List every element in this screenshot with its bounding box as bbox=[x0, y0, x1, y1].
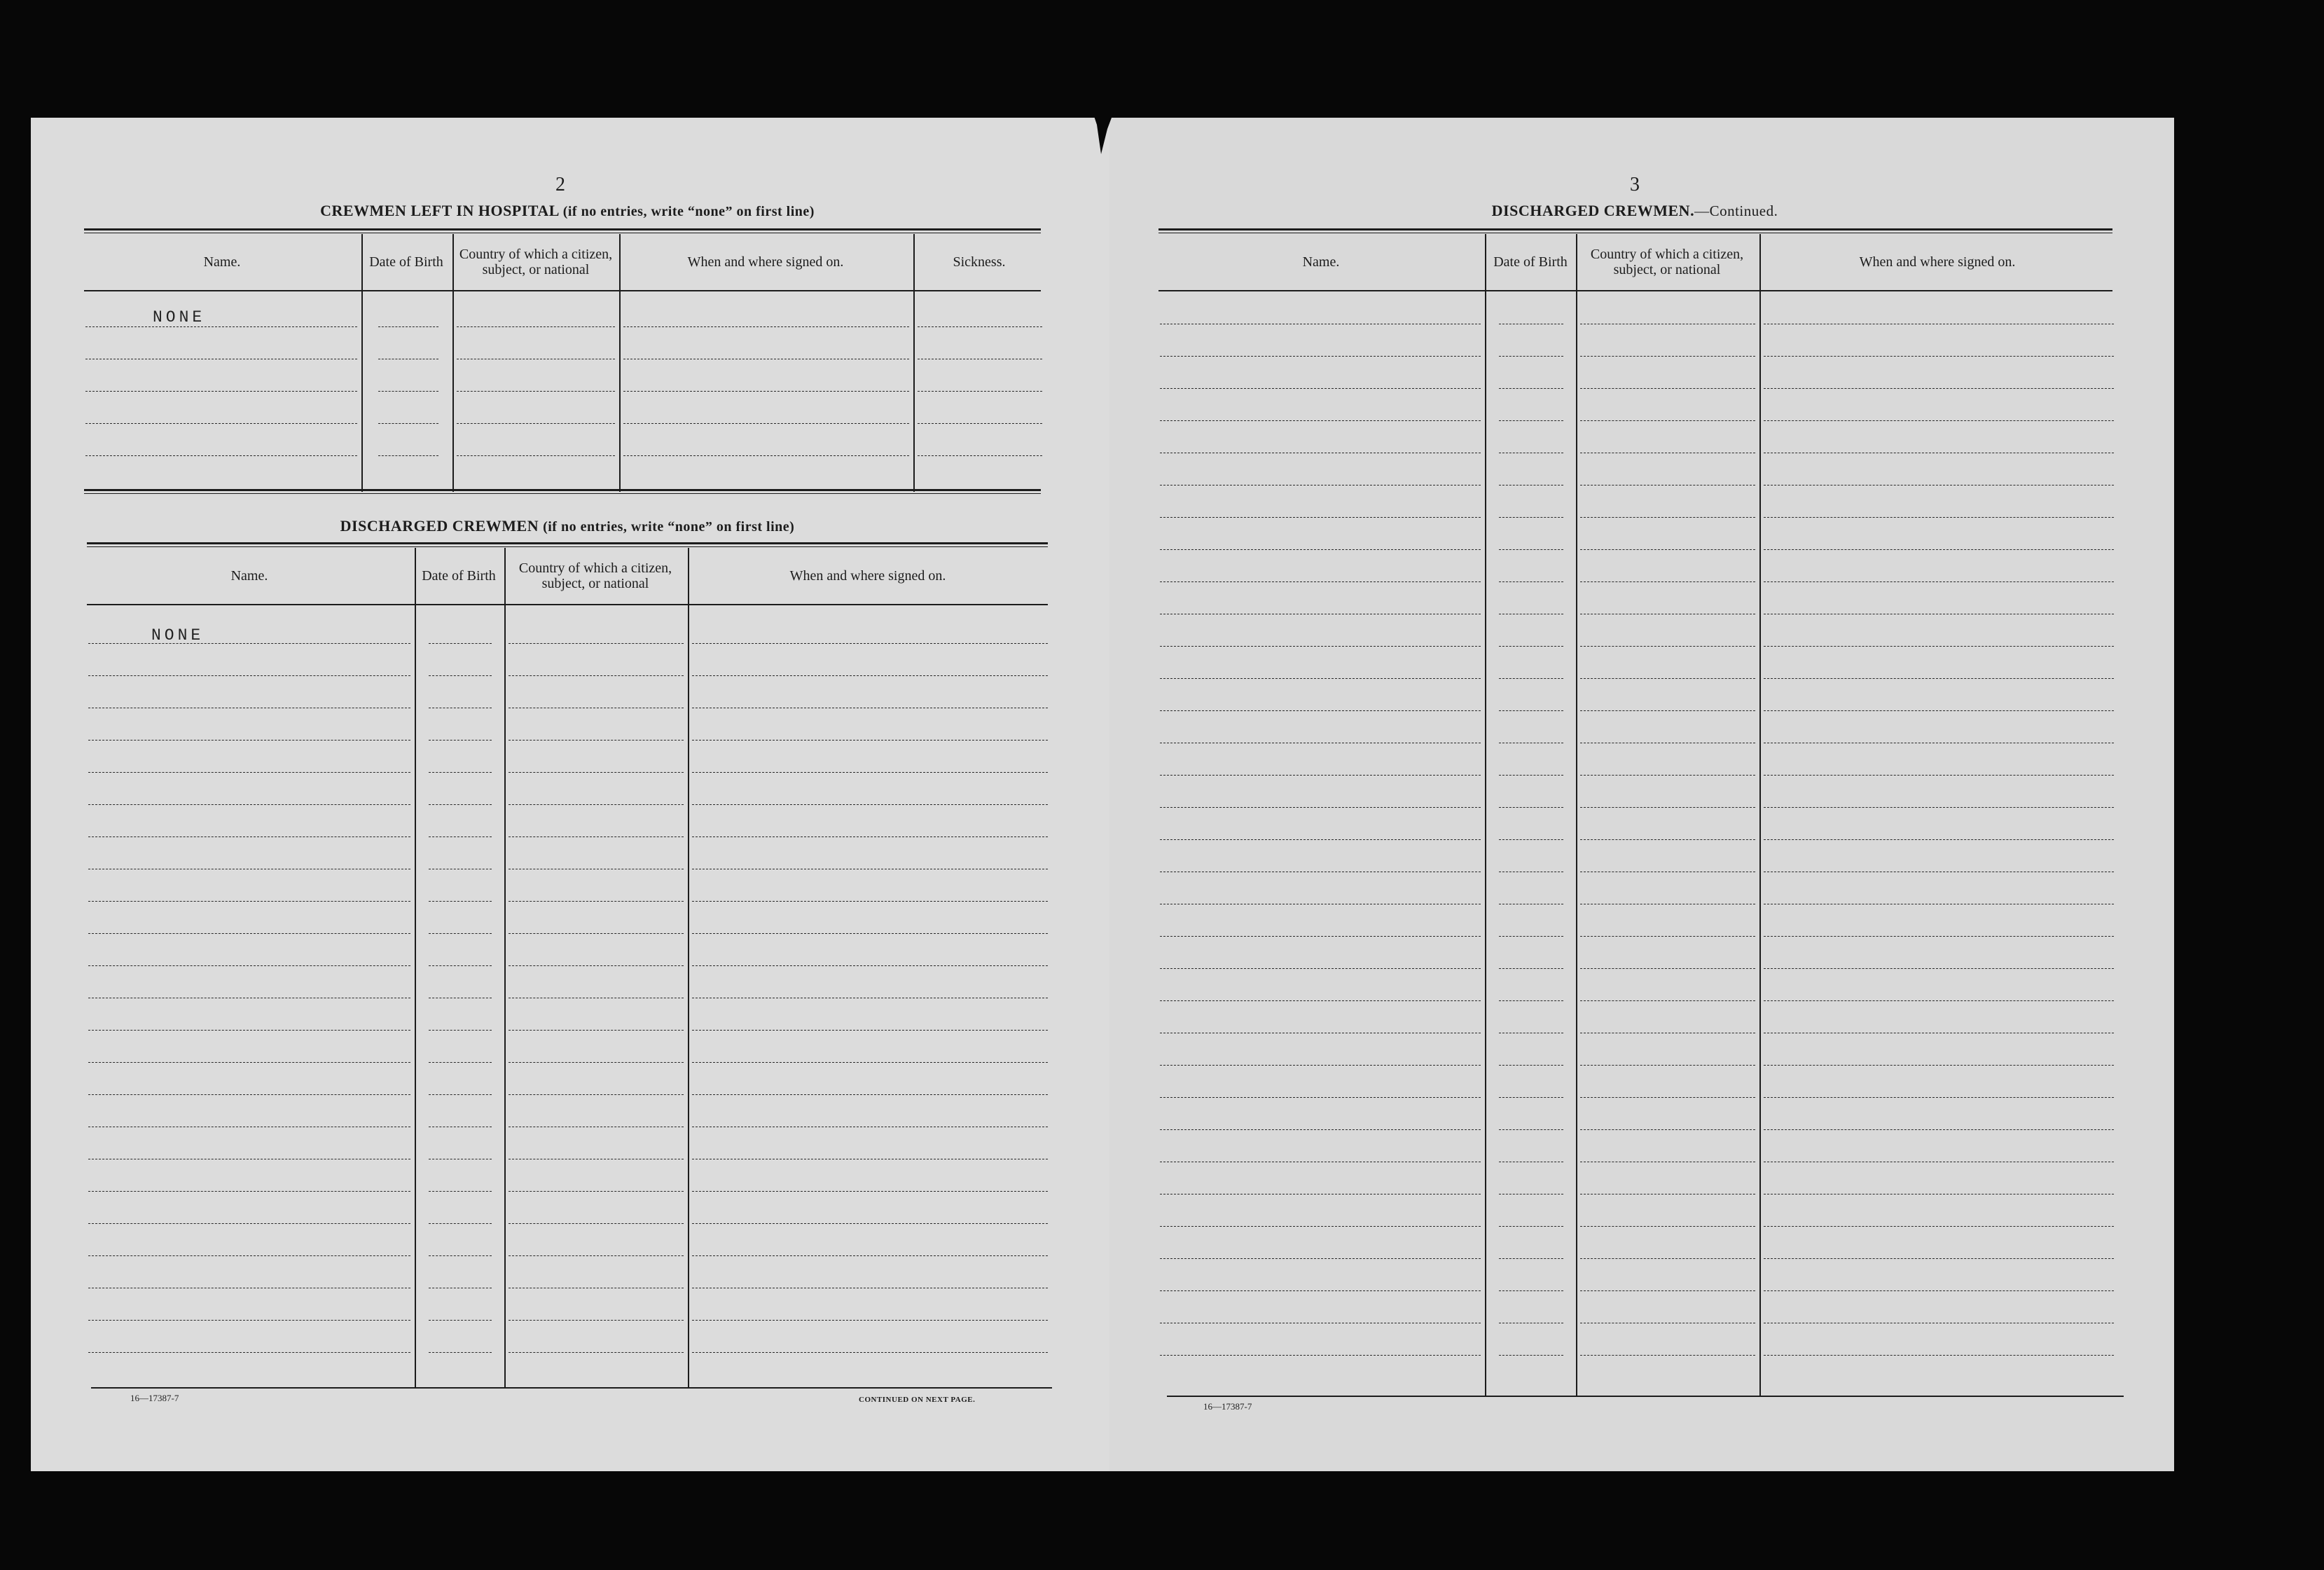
ruled-line bbox=[1499, 420, 1563, 421]
ruled-line bbox=[1160, 678, 1481, 679]
hospital-top-rule bbox=[84, 228, 1041, 233]
right-bottom-rule bbox=[1167, 1396, 2124, 1397]
ruled-line bbox=[429, 1191, 492, 1192]
ruled-line bbox=[1499, 356, 1563, 357]
ruled-line bbox=[1499, 1290, 1563, 1291]
hospital-bottom-rule bbox=[84, 489, 1041, 494]
page-number-left: 2 bbox=[555, 174, 565, 195]
hospital-vline-2 bbox=[452, 234, 454, 492]
ruled-line bbox=[1580, 1290, 1755, 1291]
ruled-line bbox=[457, 455, 615, 456]
ruled-line bbox=[1764, 839, 2114, 840]
ruled-line bbox=[88, 1030, 410, 1031]
ruled-line bbox=[1764, 356, 2114, 357]
ruled-line bbox=[429, 1255, 492, 1256]
ruled-line bbox=[1580, 388, 1755, 389]
ruled-line bbox=[1499, 388, 1563, 389]
ruled-line bbox=[692, 1191, 1048, 1192]
ruled-line bbox=[1160, 1355, 1481, 1356]
ruled-line bbox=[88, 1223, 410, 1224]
ruled-line bbox=[1580, 775, 1755, 776]
ruled-line bbox=[1764, 710, 2114, 711]
hospital-header-rule bbox=[84, 290, 1041, 291]
ruled-line bbox=[1499, 1097, 1563, 1098]
hospital-section-title: CREWMEN LEFT IN HOSPITAL (if no entries, write “none” on first line) bbox=[320, 202, 815, 219]
ruled-line bbox=[88, 836, 410, 837]
ruled-line bbox=[1580, 485, 1755, 486]
ruled-line bbox=[1499, 581, 1563, 582]
ruled-line bbox=[1499, 549, 1563, 550]
form-code-right: 16—17387-7 bbox=[1203, 1401, 1252, 1412]
ruled-line bbox=[1580, 936, 1755, 937]
ruled-line bbox=[692, 1223, 1048, 1224]
ruled-line bbox=[509, 675, 684, 676]
ruled-line bbox=[1580, 839, 1755, 840]
ruled-line bbox=[1160, 581, 1481, 582]
ruled-line bbox=[1580, 1097, 1755, 1098]
ruled-line bbox=[918, 326, 1042, 327]
ruled-line bbox=[378, 391, 438, 392]
ruled-line bbox=[1764, 1355, 2114, 1356]
ruled-line bbox=[85, 455, 357, 456]
ruled-line bbox=[1580, 678, 1755, 679]
continued-note: CONTINUED ON NEXT PAGE. bbox=[859, 1396, 976, 1404]
ruled-line bbox=[1160, 646, 1481, 647]
ruled-line bbox=[88, 965, 410, 966]
ruled-line bbox=[509, 1191, 684, 1192]
ruled-line bbox=[1580, 1065, 1755, 1066]
hospital-first-entry: NONE bbox=[153, 308, 206, 326]
discharged-first-entry: NONE bbox=[151, 626, 205, 645]
ruled-line bbox=[509, 901, 684, 902]
ruled-line bbox=[692, 1320, 1048, 1321]
ruled-line bbox=[429, 836, 492, 837]
ruled-line bbox=[1499, 775, 1563, 776]
ruled-line bbox=[1764, 1129, 2114, 1130]
ruled-line bbox=[1580, 517, 1755, 518]
discharged-col-country: Country of which a citizen, subject, or national bbox=[518, 560, 672, 591]
ruled-line bbox=[88, 1062, 410, 1063]
ruled-line bbox=[1160, 517, 1481, 518]
ruled-line bbox=[429, 901, 492, 902]
ruled-line bbox=[1764, 1065, 2114, 1066]
right-col-dob: Date of Birth bbox=[1493, 254, 1568, 270]
ruled-line bbox=[1764, 1258, 2114, 1259]
ruled-line bbox=[918, 423, 1042, 424]
ruled-line bbox=[88, 804, 410, 805]
ruled-line bbox=[1580, 1355, 1755, 1356]
ruled-line bbox=[1499, 1258, 1563, 1259]
ruled-line bbox=[623, 455, 909, 456]
ruled-line bbox=[1160, 807, 1481, 808]
ruled-line bbox=[1499, 710, 1563, 711]
ruled-line bbox=[85, 326, 357, 327]
hospital-col-signed-on: When and where signed on. bbox=[687, 254, 844, 270]
ruled-line bbox=[1499, 646, 1563, 647]
ruled-line bbox=[918, 391, 1042, 392]
ruled-line bbox=[692, 1094, 1048, 1095]
ruled-line bbox=[1580, 807, 1755, 808]
ruled-line bbox=[429, 1223, 492, 1224]
discharged-vline-1 bbox=[415, 548, 416, 1387]
ruled-line bbox=[429, 1062, 492, 1063]
ruled-line bbox=[429, 675, 492, 676]
ruled-line bbox=[692, 965, 1048, 966]
ruled-line bbox=[378, 423, 438, 424]
ruled-line bbox=[1160, 549, 1481, 550]
ruled-line bbox=[457, 326, 615, 327]
ruled-line bbox=[429, 1352, 492, 1353]
ruled-line bbox=[1580, 581, 1755, 582]
right-vline-1 bbox=[1485, 234, 1486, 1397]
right-vline-3 bbox=[1759, 234, 1761, 1397]
ruled-line bbox=[429, 933, 492, 934]
hospital-col-sickness: Sickness. bbox=[953, 254, 1006, 270]
ruled-line bbox=[1499, 807, 1563, 808]
ruled-line bbox=[1764, 775, 2114, 776]
ruled-line bbox=[1580, 710, 1755, 711]
ruled-line bbox=[1499, 485, 1563, 486]
right-vline-2 bbox=[1576, 234, 1577, 1397]
ruled-line bbox=[1580, 968, 1755, 969]
ruled-line bbox=[509, 772, 684, 773]
ruled-line bbox=[918, 455, 1042, 456]
ruled-line bbox=[1499, 839, 1563, 840]
ruled-line bbox=[692, 901, 1048, 902]
ruled-line bbox=[692, 804, 1048, 805]
ruled-line bbox=[692, 933, 1048, 934]
ruled-line bbox=[1764, 420, 2114, 421]
ruled-line bbox=[1160, 1290, 1481, 1291]
ruled-line bbox=[1160, 710, 1481, 711]
ruled-line bbox=[1160, 1097, 1481, 1098]
ruled-line bbox=[1580, 646, 1755, 647]
ruled-line bbox=[429, 804, 492, 805]
ruled-line bbox=[623, 326, 909, 327]
ruled-line bbox=[88, 901, 410, 902]
ruled-line bbox=[1499, 1129, 1563, 1130]
ruled-line bbox=[1764, 807, 2114, 808]
ruled-line bbox=[1764, 388, 2114, 389]
ruled-line bbox=[1499, 936, 1563, 937]
discharged-col-name: Name. bbox=[230, 568, 268, 584]
ruled-line bbox=[509, 1062, 684, 1063]
ruled-line bbox=[85, 423, 357, 424]
ruled-line bbox=[1764, 517, 2114, 518]
ruled-line bbox=[1580, 420, 1755, 421]
ruled-line bbox=[88, 1320, 410, 1321]
right-top-rule bbox=[1158, 228, 2112, 233]
ruled-line bbox=[1160, 839, 1481, 840]
ruled-line bbox=[457, 391, 615, 392]
ruled-line bbox=[1764, 1000, 2114, 1001]
ruled-line bbox=[1160, 485, 1481, 486]
ruled-line bbox=[692, 772, 1048, 773]
hospital-col-name: Name. bbox=[203, 254, 241, 270]
ruled-line bbox=[1499, 1355, 1563, 1356]
ruled-line bbox=[509, 1223, 684, 1224]
ruled-line bbox=[429, 772, 492, 773]
hospital-col-dob: Date of Birth bbox=[369, 254, 443, 270]
ruled-line bbox=[509, 740, 684, 741]
ruled-line bbox=[88, 772, 410, 773]
hospital-col-country: Country of which a citizen, subject, or national bbox=[459, 247, 613, 277]
ruled-line bbox=[1764, 1097, 2114, 1098]
hospital-vline-3 bbox=[619, 234, 621, 492]
ruled-line bbox=[1764, 646, 2114, 647]
discharged-bottom-rule bbox=[91, 1387, 1052, 1389]
ruled-line bbox=[88, 1191, 410, 1192]
ruled-line bbox=[88, 675, 410, 676]
ruled-line bbox=[509, 804, 684, 805]
ruled-line bbox=[1160, 388, 1481, 389]
ruled-line bbox=[88, 1255, 410, 1256]
ruled-line bbox=[509, 1352, 684, 1353]
ruled-line bbox=[1764, 968, 2114, 969]
ruled-line bbox=[429, 740, 492, 741]
discharged-vline-3 bbox=[688, 548, 689, 1387]
ruled-line bbox=[1160, 936, 1481, 937]
ruled-line bbox=[88, 1094, 410, 1095]
ruled-line bbox=[429, 965, 492, 966]
ruled-line bbox=[1580, 356, 1755, 357]
ruled-line bbox=[1160, 1258, 1481, 1259]
ruled-line bbox=[692, 1255, 1048, 1256]
discharged-top-rule bbox=[87, 542, 1048, 547]
ruled-line bbox=[623, 423, 909, 424]
ruled-line bbox=[1580, 1129, 1755, 1130]
ruled-line bbox=[1764, 678, 2114, 679]
hospital-vline-1 bbox=[361, 234, 363, 492]
discharged-vline-2 bbox=[504, 548, 506, 1387]
ruled-line bbox=[692, 1062, 1048, 1063]
ruled-line bbox=[1499, 1226, 1563, 1227]
ruled-line bbox=[1499, 678, 1563, 679]
ruled-line bbox=[1580, 549, 1755, 550]
ruled-line bbox=[85, 391, 357, 392]
right-col-country: Country of which a citizen, subject, or national bbox=[1590, 247, 1744, 277]
ruled-line bbox=[429, 1030, 492, 1031]
ruled-line bbox=[88, 740, 410, 741]
ruled-line bbox=[509, 933, 684, 934]
ruled-line bbox=[509, 1320, 684, 1321]
ruled-line bbox=[1499, 1000, 1563, 1001]
ruled-line bbox=[1499, 1065, 1563, 1066]
ruled-line bbox=[1764, 485, 2114, 486]
ruled-line bbox=[1160, 1000, 1481, 1001]
discharged-col-dob: Date of Birth bbox=[422, 568, 496, 584]
ruled-line bbox=[1160, 1129, 1481, 1130]
right-col-name: Name. bbox=[1302, 254, 1340, 270]
ruled-line bbox=[429, 643, 492, 644]
ruled-line bbox=[692, 1352, 1048, 1353]
right-section-title: DISCHARGED CREWMEN.—Continued. bbox=[1491, 202, 1778, 219]
ruled-line bbox=[1764, 1290, 2114, 1291]
ruled-line bbox=[509, 965, 684, 966]
ruled-line bbox=[1160, 1065, 1481, 1066]
ruled-line bbox=[1160, 420, 1481, 421]
ruled-line bbox=[509, 1094, 684, 1095]
ruled-line bbox=[1580, 1226, 1755, 1227]
ruled-line bbox=[692, 740, 1048, 741]
ruled-line bbox=[1580, 1258, 1755, 1259]
ruled-line bbox=[692, 1030, 1048, 1031]
ruled-line bbox=[692, 675, 1048, 676]
ruled-line bbox=[692, 836, 1048, 837]
ruled-line bbox=[1160, 356, 1481, 357]
form-code-left: 16—17387-7 bbox=[130, 1393, 179, 1403]
ruled-line bbox=[88, 643, 410, 644]
ruled-line bbox=[692, 643, 1048, 644]
ruled-line bbox=[1160, 775, 1481, 776]
ruled-line bbox=[1499, 517, 1563, 518]
ruled-line bbox=[1160, 968, 1481, 969]
right-page bbox=[1109, 118, 2174, 1471]
ruled-line bbox=[1764, 1226, 2114, 1227]
ruled-line bbox=[1580, 1000, 1755, 1001]
ruled-line bbox=[509, 836, 684, 837]
page-number-right: 3 bbox=[1630, 174, 1640, 195]
ruled-line bbox=[509, 1255, 684, 1256]
ruled-line bbox=[457, 423, 615, 424]
ruled-line bbox=[1764, 581, 2114, 582]
ruled-line bbox=[429, 1094, 492, 1095]
ruled-line bbox=[1499, 968, 1563, 969]
right-col-signed-on: When and where signed on. bbox=[1859, 254, 2016, 270]
ruled-line bbox=[509, 643, 684, 644]
discharged-col-signed-on: When and where signed on. bbox=[789, 568, 946, 584]
hospital-vline-4 bbox=[913, 234, 915, 492]
ruled-line bbox=[378, 326, 438, 327]
ruled-line bbox=[378, 455, 438, 456]
right-header-rule bbox=[1158, 290, 2112, 291]
discharged-header-rule bbox=[87, 604, 1048, 605]
ruled-line bbox=[429, 1320, 492, 1321]
ruled-line bbox=[509, 1030, 684, 1031]
discharged-section-title: DISCHARGED CREWMEN (if no entries, write “none” on first line) bbox=[340, 517, 795, 535]
ruled-line bbox=[88, 1352, 410, 1353]
ruled-line bbox=[1764, 549, 2114, 550]
ruled-line bbox=[88, 933, 410, 934]
ruled-line bbox=[1764, 936, 2114, 937]
ruled-line bbox=[1160, 1226, 1481, 1227]
ruled-line bbox=[623, 391, 909, 392]
